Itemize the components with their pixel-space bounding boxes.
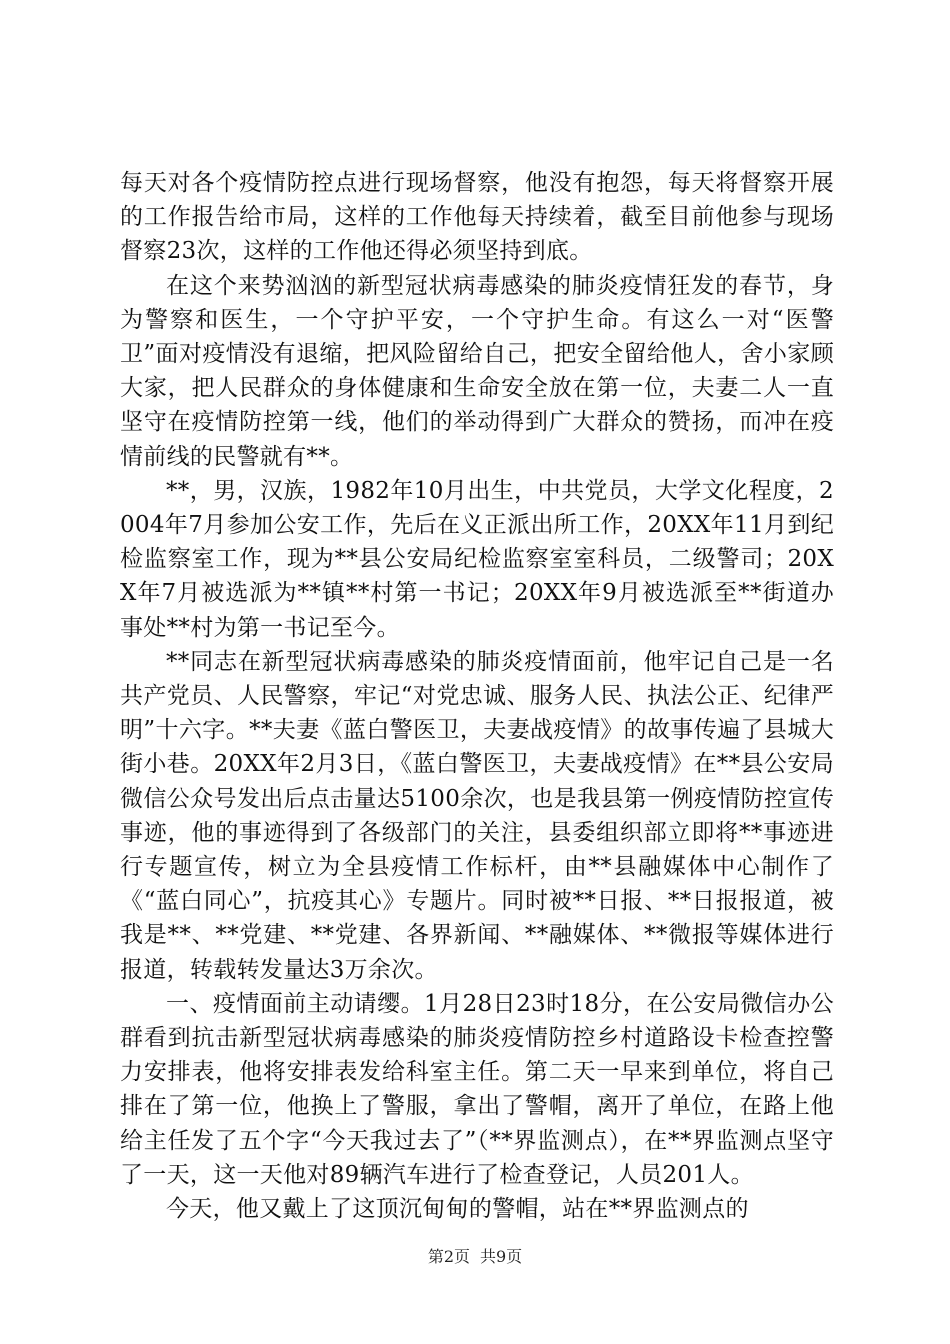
paragraph-6: 今天，他又戴上了这顶沉甸甸的警帽，站在**界监测点的	[166, 1196, 749, 1223]
page-total: 共9页	[480, 1247, 523, 1266]
page-footer	[0, 1244, 950, 1267]
page-number: 第2页	[427, 1247, 470, 1266]
paragraph-2: 在这个来势汹汹的新型冠状病毒感染的肺炎疫情狂发的春节，身为警察和医生，一个守护平安，一个守护生命。有这么一对“医警卫”面对疫情没有退缩，把风险留给自己，把安全留给他人，舍小家顾大家，把人民群众的身体健康和生命安全放在第一位，夫妻二人一直坚守在疫情防控第一线，他们的举动得到广大群众的赞扬，而冲在疫情前线的民警就有**。	[120, 272, 834, 470]
document-body	[120, 166, 834, 1226]
paragraph-1: 每天对各个疫情防控点进行现场督察，他没有抱怨，每天将督察开展的工作报告给市局，这样的工作他每天持续着，截至目前他参与现场督察23次，这样的工作他还得必须坚持到底。	[120, 170, 834, 265]
paragraph-4: **同志在新型冠状病毒感染的肺炎疫情面前，他牢记自己是一名共产党员、人民警察，牢记“对党忠诚、服务人民、执法公正、纪律严明”十六字。**夫妻《蓝白警医卫，夫妻战疫情》的故事传遍了县城大街小巷。20XX年2月3日，《蓝白警医卫，夫妻战疫情》在**县公安局微信公众号发出后点击量达5100余次，也是我县第一例疫情防控宣传事迹，他的事迹得到了各级部门的关注，县委组织部立即将**事迹进行专题宣传，树立为全县疫情工作标杆，由**县融媒体中心制作了《“蓝白同心”，抗疫其心》专题片。同时被**日报、**日报报道，被我是**、**党建、**党建、各界新闻、**融媒体、**微报等媒体进行报道，转载转发量达3万余次。	[120, 648, 834, 983]
paragraph-5: 一、疫情面前主动请缨。1月28日23时18分，在公安局微信办公群看到抗击新型冠状病毒感染的肺炎疫情防控乡村道路设卡检查控警力安排表，他将安排表发给科室主任。第二天一早来到单位，将自己排在了第一位，他换上了警服，拿出了警帽，离开了单位，在路上他给主任发了五个字“今天我过去了”（**界监测点），在**界监测点坚守了一天，这一天他对89辆汽车进行了检查登记，人员201人。	[120, 990, 834, 1188]
paragraph-3: **，男，汉族，1982年10月出生，中共党员，大学文化程度，2004年7月参加公安工作，先后在义正派出所工作，20XX年11月到纪检监察室工作，现为**县公安局纪检监察室室科员，二级警司；20XX年7月被选派为**镇**村第一书记；20XX年9月被选派至**街道办事处**村为第一书记至今。	[120, 477, 834, 641]
